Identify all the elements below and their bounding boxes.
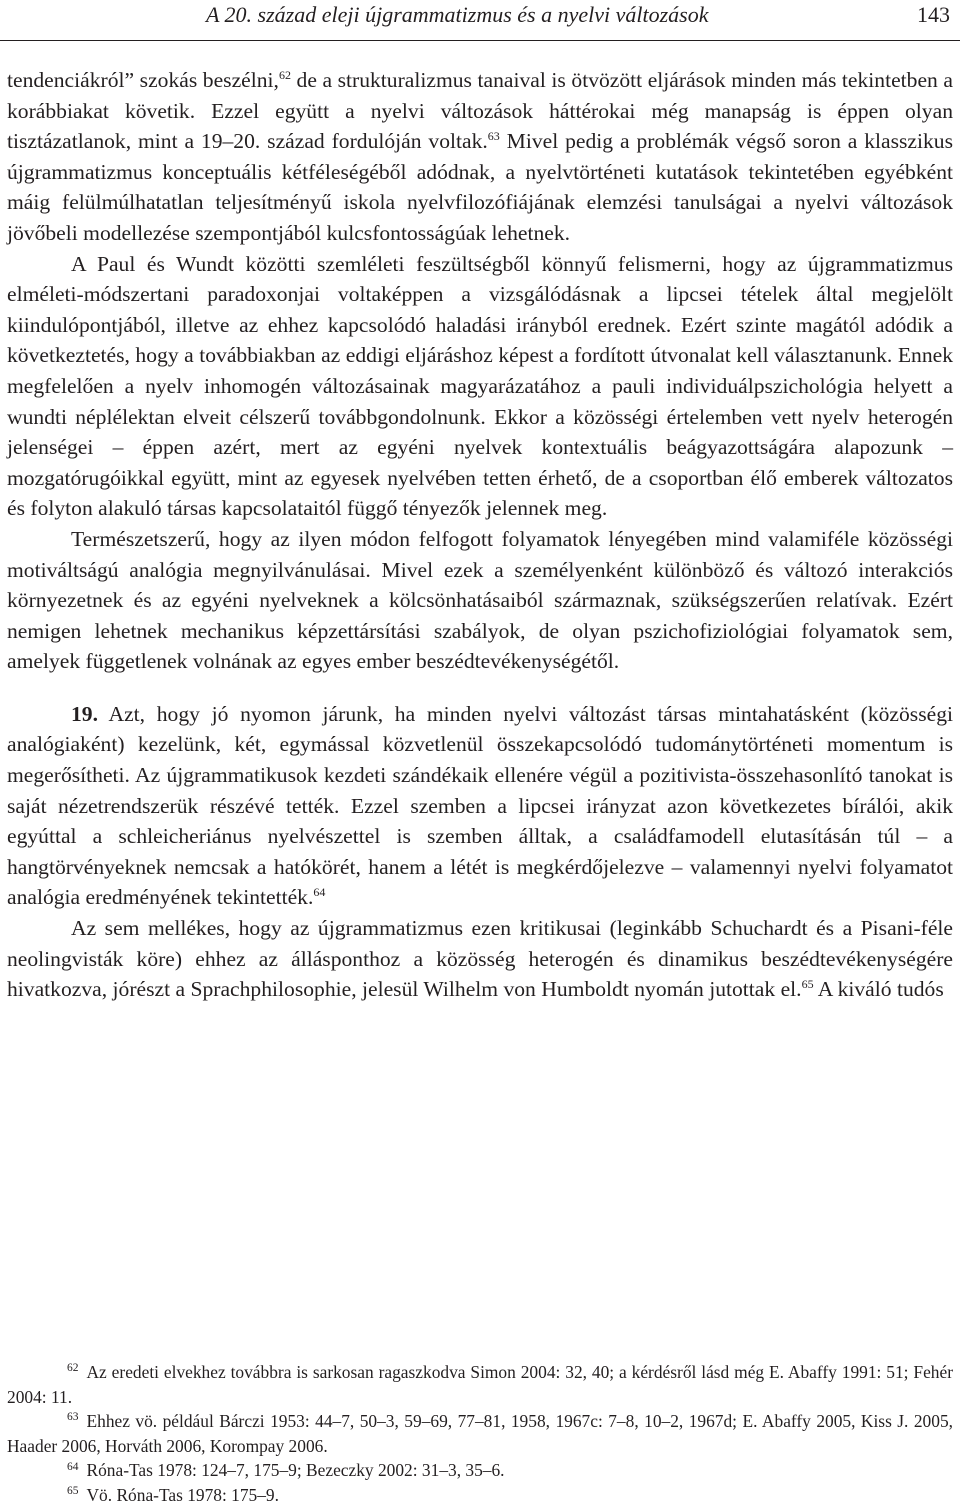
running-title: A 20. század eleji újgrammatizmus és a nyelvi változások	[206, 2, 709, 27]
footnote-ref-64[interactable]: 64	[313, 885, 326, 900]
page-number: 143	[917, 2, 950, 27]
paragraph-3: Természetszerű, hogy az ilyen módon felfogott folyamatok lényegében mind valamiféle közösségi motiváltságú analógia megnyilvánulásai. Mivel ezek a személyenként különböző és változó interakciós környezetnek és az egyéni nyelveknek a kölcsönhatásaiból származnak, szükségszerűen relatívak. Ezért nemigen lehetnek mechanikus képzettársítási szabályok, de olyan pszichofiziológiai folyamatok sem, amelyek függetlenek volnának az egyes ember beszédtevékenységétől.	[7, 526, 953, 674]
paragraph-5: Az sem mellékes, hogy az újgrammatizmus ezen kritikusai (leginkább Schuchardt és a Pisani-féle neolingvisták köre) ehhez az állásponthoz a közösség heterogén és dinamikus beszédtevékenységére hivatkozva, jórészt a Sprachphilosophie, jelesül Wilhelm von Humboldt nyomán jutottak el.$^{65}$ A kiváló tudós	[7, 916, 953, 1002]
paragraph-1: tendenciákról” szokás beszélni,$^{62}$ de a strukturalizmus tanaival is ötvözött eljárások minden más tekintetben a korábbiakat követik. Ezzel együtt a nyelvi változások háttérokai még manapság is éppen olyan tisztázatlanok, mint a 19–20. század fordulóján voltak.$^{63}$ Mivel pedig a problémák végső soron a klasszikus újgrammatizmus konceptuális kétféleségéből adódnak, a nyelvtörténeti kutatások tekintetében egyébként máig felülmúlhatatlan teljesítményű iskola nyelvfilozófiájának elemzési tanulságai a nyelvi változások jövőbeli modellezése szempontjából kulcsfontosságúak lehetnek.	[7, 67, 954, 245]
header-rule	[0, 40, 960, 41]
footnote-ref-63[interactable]: 63	[487, 129, 500, 143]
footnote-64: $^{64}$ Róna-Tas 1978: 124–7, 175–9; Bezeczky 2002: 31–3, 35–6.	[67, 1460, 505, 1481]
paragraph-2: A Paul és Wundt közötti szemléleti feszültségből könnyű felismerni, hogy az újgrammatizmus elméleti-módszertani paradoxonjai voltaképpen a vizsgálódásnak a lipcsei tételek által megjelölt kiindulópontjából, illetve az ehhez kapcsolódó haladási irányból erednek. Ezért szinte magától adódik a következtetés, hogy a továbbiakban az eddigi eljáráshoz képest a fordított útvonalat kell választanunk. Ennek megfelelően a nyelv inhomogén változásainak magyarázatához a pauli individuálpszichológia helyett a wundti néplélektan elveit célszerű továbbgondolnunk. Ekkor a közösségi értelemben vett nyelv heterogén jelenségei – éppen azért, mert az egyéni nyelvek kontextuális beágyazottságára alapozunk – mozgatórugóikkal együtt, mint az egyesek nyelvében tetten érhető, de a csoportban élő emberek változatos és folyton alakuló társas kapcsolataitól függő tényezők jelennek meg.	[7, 251, 953, 521]
section-number: 19.	[71, 701, 98, 726]
running-header	[0, 0, 960, 40]
section-19-paragraph: 19. Azt, hogy jó nyomon járunk, ha minden nyelvi változást társas mintahatásként (közösségi analógiaként) kezelünk, két, egymással közvetlenül összekapcsolódó tudománytörténeti momentum is megerősítheti. Az újgrammatikusok kezdeti szándékaik ellenére végül a pozitivista-összehasonlító tanokat is saját nézetrendszerük részévé tették. Ezzel szemben a lipcsei irányzat azon következetes bírálói, akik egyúttal a schleicheriánus nyelvészettel is szemben álltak, a családfamodell elutasításán túl – a hangtörvényeknek nemcsak a hatókörét, hanem a létét is megkérdőjelezve – valamennyi nyelvi folyamatot analógia eredményének tekintették.$^{64}$	[7, 701, 953, 910]
footnote-62: $^{62}$ Az eredeti elvekhez továbbra is sarkosan ragaszkodva Simon 2004: 32, 40; a kérdésről lásd még E. Abaffy 1991: 51; Fehér 2004: 11.	[7, 1362, 953, 1407]
footnote-ref-65[interactable]: 65	[801, 977, 814, 992]
footnote-63: $^{63}$ Ehhez vö. például Bárczi 1953: 44–7, 50–3, 59–69, 77–81, 1958, 1967c: 7–8, 10–2, 1967d; E. Abaffy 2005, Kiss J. 2005, Haader 2006, Horváth 2006, Korompay 2006.	[7, 1411, 953, 1456]
footnotes	[7, 1360, 953, 1508]
footnote-65: $^{65}$ Vö. Róna-Tas 1978: 175–9.	[67, 1484, 279, 1505]
body-text	[7, 65, 953, 1005]
footnote-ref-62[interactable]: 62	[278, 67, 291, 82]
